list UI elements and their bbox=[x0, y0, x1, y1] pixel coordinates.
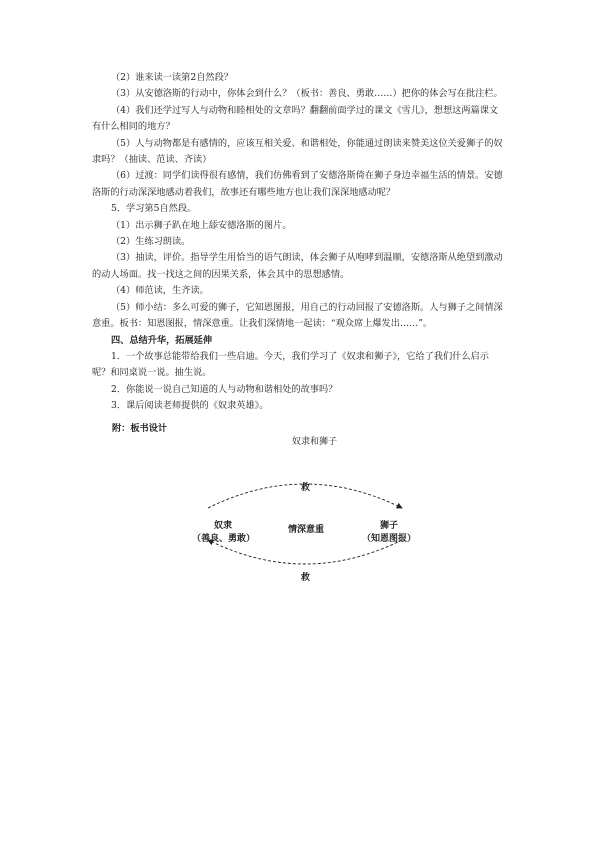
left-node-name: 奴隶 bbox=[214, 521, 233, 531]
paragraph: （4）师范读，生齐读。 bbox=[111, 285, 209, 297]
body-text bbox=[92, 70, 507, 415]
paragraph: （2）谁来读一读第2自然段？ bbox=[111, 72, 233, 83]
list-item: 1．一个故事总能带给我们一些启迪。今天，我们学习了《奴隶和狮子》，它给了我们什么启示呢？和同桌说一说。抽生说。 bbox=[92, 350, 489, 379]
paragraph: （1）出示狮子趴在地上舔安德洛斯的图片。 bbox=[111, 219, 292, 231]
section-heading: 四、总结升华，拓展延伸 bbox=[111, 334, 213, 346]
paragraph: 5．学习第5自然段。 bbox=[111, 203, 197, 215]
list-item: 2．你能说一说自己知道的人与动物和谐相处的故事吗？ bbox=[111, 383, 338, 395]
top-arrow-label: 救 bbox=[301, 483, 311, 493]
paragraph: （2）生练习朗读。 bbox=[111, 236, 191, 248]
paragraph: （6）过渡：同学们读得很有感情，我们仿佛看到了安德洛斯倚在狮子身边幸福生活的情景。安德洛斯的行动深深地感动着我们，故事还有哪些地方也让我们深深地感动呢？ bbox=[92, 170, 503, 198]
right-node-name: 狮子 bbox=[380, 521, 399, 531]
paragraph: （5）人与动物都是有感情的，应该互相关爱、和谐相处，你能通过朗读来赞美这位关爱狮子的奴隶吗？（抽读、范读、齐读） bbox=[92, 137, 503, 166]
right-node-traits: （知恩图报） bbox=[362, 534, 417, 544]
appendix-label: 附：板书设计 bbox=[112, 423, 168, 434]
left-node-traits: （善良、勇敢） bbox=[192, 534, 256, 544]
paragraph: （3）从安德洛斯的行动中，你体会到什么？（板书：善良、勇敢……）把你的体会写在批注栏。 bbox=[111, 88, 503, 100]
paragraph: （4）我们还学过写人与动物和睦相处的文章吗？翻翻前面学过的课文《雪儿》，想想这两篇课文有什么相同的地方？ bbox=[92, 104, 499, 133]
bottom-arrow-label: 救 bbox=[301, 573, 311, 583]
list-item: 3．课后阅读老师提供的《奴隶英雄》。 bbox=[111, 400, 269, 412]
paragraph: （5）师小结：多么可爱的狮子，它知恩图报，用自己的行动回报了安德洛斯。人与狮子之间情深意重。板书：知恩图报，情深意重。让我们深情地一起读：“观众席上爆发出……”。 bbox=[92, 301, 503, 330]
board-diagram bbox=[170, 430, 440, 595]
center-label: 情深意重 bbox=[288, 525, 325, 535]
paragraph: （3）抽读，评价。指导学生用恰当的语气朗读，体会狮子从咆哮到温顺，安德洛斯从绝望到激动的动人场面。找一找这之间的因果关系，体会其中的思想感情。 bbox=[92, 252, 503, 280]
diagram-title: 奴隶和狮子 bbox=[292, 437, 338, 447]
